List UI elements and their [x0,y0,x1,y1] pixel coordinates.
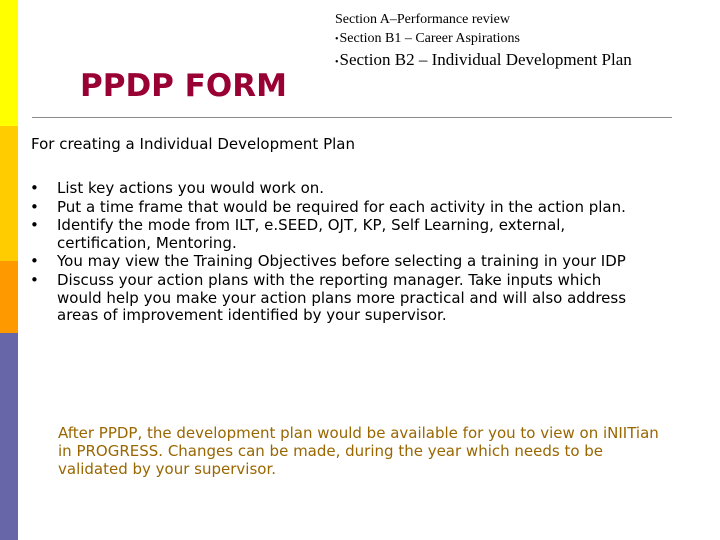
section-bullet: • [335,57,339,68]
list-item-text: List key actions you would work on. [57,179,325,197]
side-bar-gold-segment [0,126,18,261]
bullet-icon: • [30,270,39,289]
section-a: Section A–Performance review [335,12,510,27]
side-bar-orange-segment [0,261,18,333]
list-item [30,253,650,271]
decorative-side-bar [0,0,18,540]
list-item-text: Discuss your action plans with the reporting manager. Take inputs which would help you make your action plans more practical and will also address areas of improvement identified by your supervisor. [57,270,627,325]
side-bar-purple-segment [0,333,18,540]
section-b2: •Section B2 – Individual Development Plan [335,50,632,69]
section-b1: •Section B1 – Career Aspirations [335,31,520,46]
bullet-icon: • [30,252,39,271]
title-divider [32,117,672,118]
bullet-icon: • [30,197,39,216]
list-item-text: Identify the mode from ILT, e.SEED, OJT, KP, Self Learning, external, certification, Mentoring. [57,216,566,252]
bullet-icon: • [30,179,39,197]
list-item [30,272,650,325]
footer-note: After PPDP, the development plan would be available for you to view on iNIITian in PROGRESS. Changes can be made, during the year which needs to be validated by your supervisor. [58,424,659,478]
list-item-text: Put a time frame that would be required for each activity in the action plan. [57,197,626,216]
bullet-icon: • [30,216,39,235]
page-subtitle: For creating a Individual Development Plan [31,135,355,153]
list-item [30,180,650,198]
section-list [335,10,632,74]
list-item [30,199,650,217]
page-title: PPDP FORM [80,68,287,104]
section-bullet: • [335,34,339,45]
instruction-list [30,180,650,326]
side-bar-yellow-segment [0,0,18,126]
list-item [30,217,650,252]
list-item-text: You may view the Training Objectives before selecting a training in your IDP [57,252,626,271]
